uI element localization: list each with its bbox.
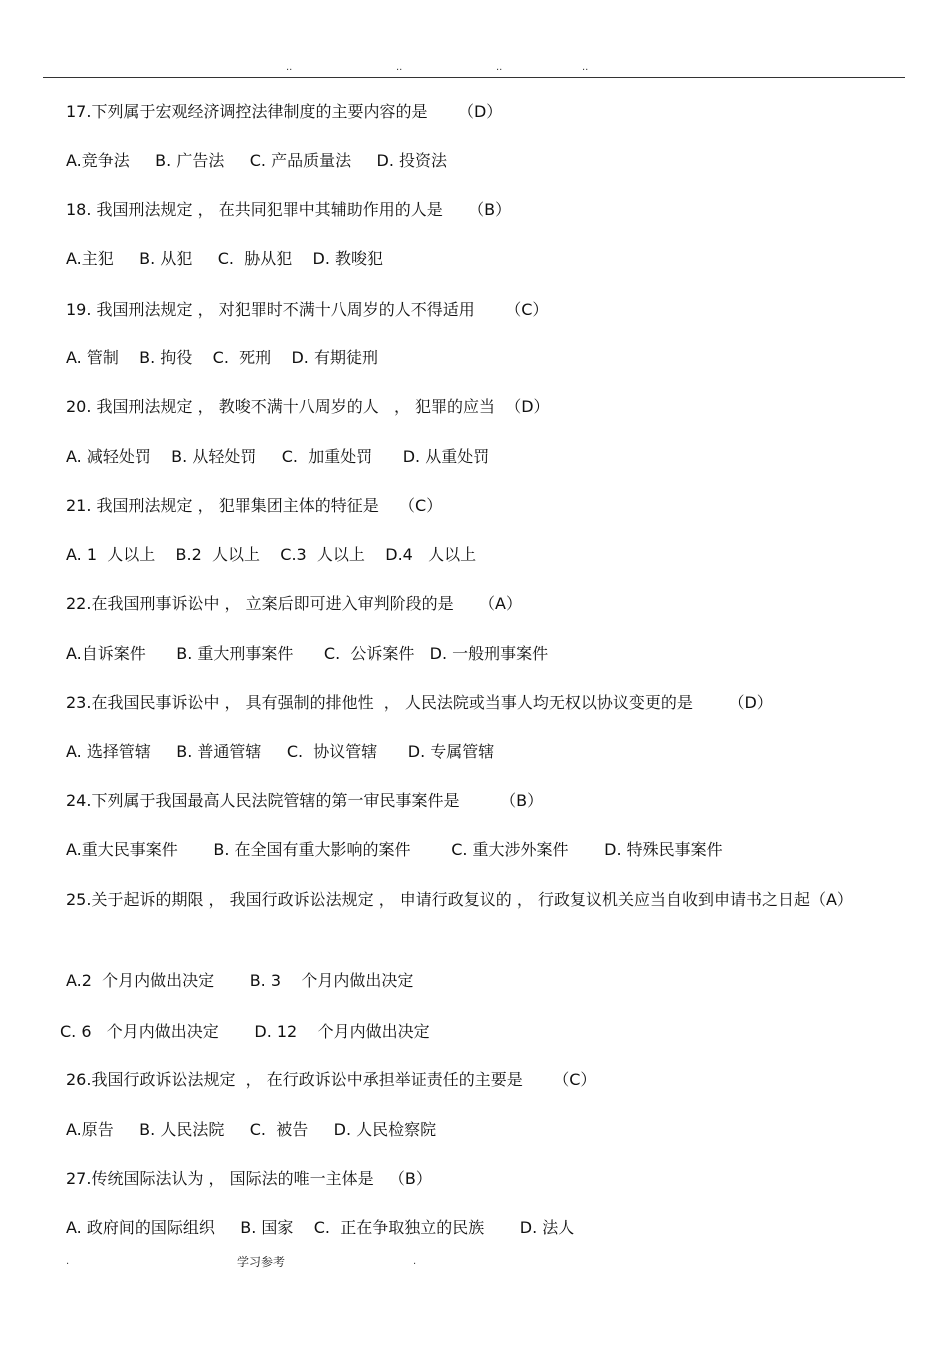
options-26: A.原告 B. 人民法院 C. 被告 D. 人民检察院 xyxy=(66,1120,437,1139)
question-22: 22.在我国刑事诉讼中 ， 立案后即可进入审判阶段的是 （A） xyxy=(66,594,522,613)
options-27: A. 政府间的国际组织 B. 国家 C. 正在争取独立的民族 D. 法人 xyxy=(66,1218,575,1237)
footer-label: 学习参考 xyxy=(237,1255,286,1269)
question-18: 18. 我国刑法规定 ， 在共同犯罪中其辅助作用的人是 （B） xyxy=(66,200,512,219)
question-24: 24.下列属于我国最高人民法院管辖的第一审民事案件是 （B） xyxy=(66,791,544,810)
options-23: A. 选择管辖 B. 普通管辖 C. 协议管辖 D. 专属管辖 xyxy=(66,742,495,761)
question-23: 23.在我国民事诉讼中 ， 具有强制的排他性 ， 人民法院或当事人均无权以协议变更的是 （D） xyxy=(66,693,773,712)
question-25: 25.关于起诉的期限 ， 我国行政诉讼法规定 ， 申请行政复议的 ， 行政复议机关应当自收到申请书之日起（A） xyxy=(66,890,853,909)
footer-dot-right: . xyxy=(413,1256,417,1267)
header-dot: .. xyxy=(496,62,503,73)
header-dot: .. xyxy=(286,62,293,73)
question-27: 27.传统国际法认为 ， 国际法的唯一主体是 （B） xyxy=(66,1169,432,1188)
options-22: A.自诉案件 B. 重大刑事案件 C. 公诉案件 D. 一般刑事案件 xyxy=(66,644,549,663)
options-20: A. 减轻处罚 B. 从轻处罚 C. 加重处罚 D. 从重处罚 xyxy=(66,447,490,466)
options-19: A. 管制 B. 拘役 C. 死刑 D. 有期徒刑 xyxy=(66,348,378,367)
header-rule xyxy=(43,77,905,78)
options-25-second: C. 6 个月内做出决定 D. 12 个月内做出决定 xyxy=(60,1022,430,1041)
options-17: A.竞争法 B. 广告法 C. 产品质量法 D. 投资法 xyxy=(66,151,448,170)
question-19: 19. 我国刑法规定 ， 对犯罪时不满十八周岁的人不得适用 （C） xyxy=(66,300,549,319)
question-26: 26.我国行政诉讼法规定 ， 在行政诉讼中承担举证责任的主要是 （C） xyxy=(66,1070,597,1089)
header-dot: .. xyxy=(396,62,403,73)
footer-dot-left: . xyxy=(66,1256,70,1267)
options-18: A.主犯 B. 从犯 C. 胁从犯 D. 教唆犯 xyxy=(66,249,384,268)
page-header xyxy=(0,62,950,74)
options-25-first: A.2 个月内做出决定 B. 3 个月内做出决定 xyxy=(66,971,414,990)
options-24: A.重大民事案件 B. 在全国有重大影响的案件 C. 重大涉外案件 D. 特殊民事案件 xyxy=(66,840,723,859)
question-21: 21. 我国刑法规定 ， 犯罪集团主体的特征是 （C） xyxy=(66,496,443,515)
header-dot: .. xyxy=(582,62,589,73)
question-17: 17.下列属于宏观经济调控法律制度的主要内容的是 （D） xyxy=(66,102,503,121)
options-21: A. 1 人以上 B.2 人以上 C.3 人以上 D.4 人以上 xyxy=(66,545,477,564)
question-20: 20. 我国刑法规定 ， 教唆不满十八周岁的人 ， 犯罪的应当 （D） xyxy=(66,397,550,416)
